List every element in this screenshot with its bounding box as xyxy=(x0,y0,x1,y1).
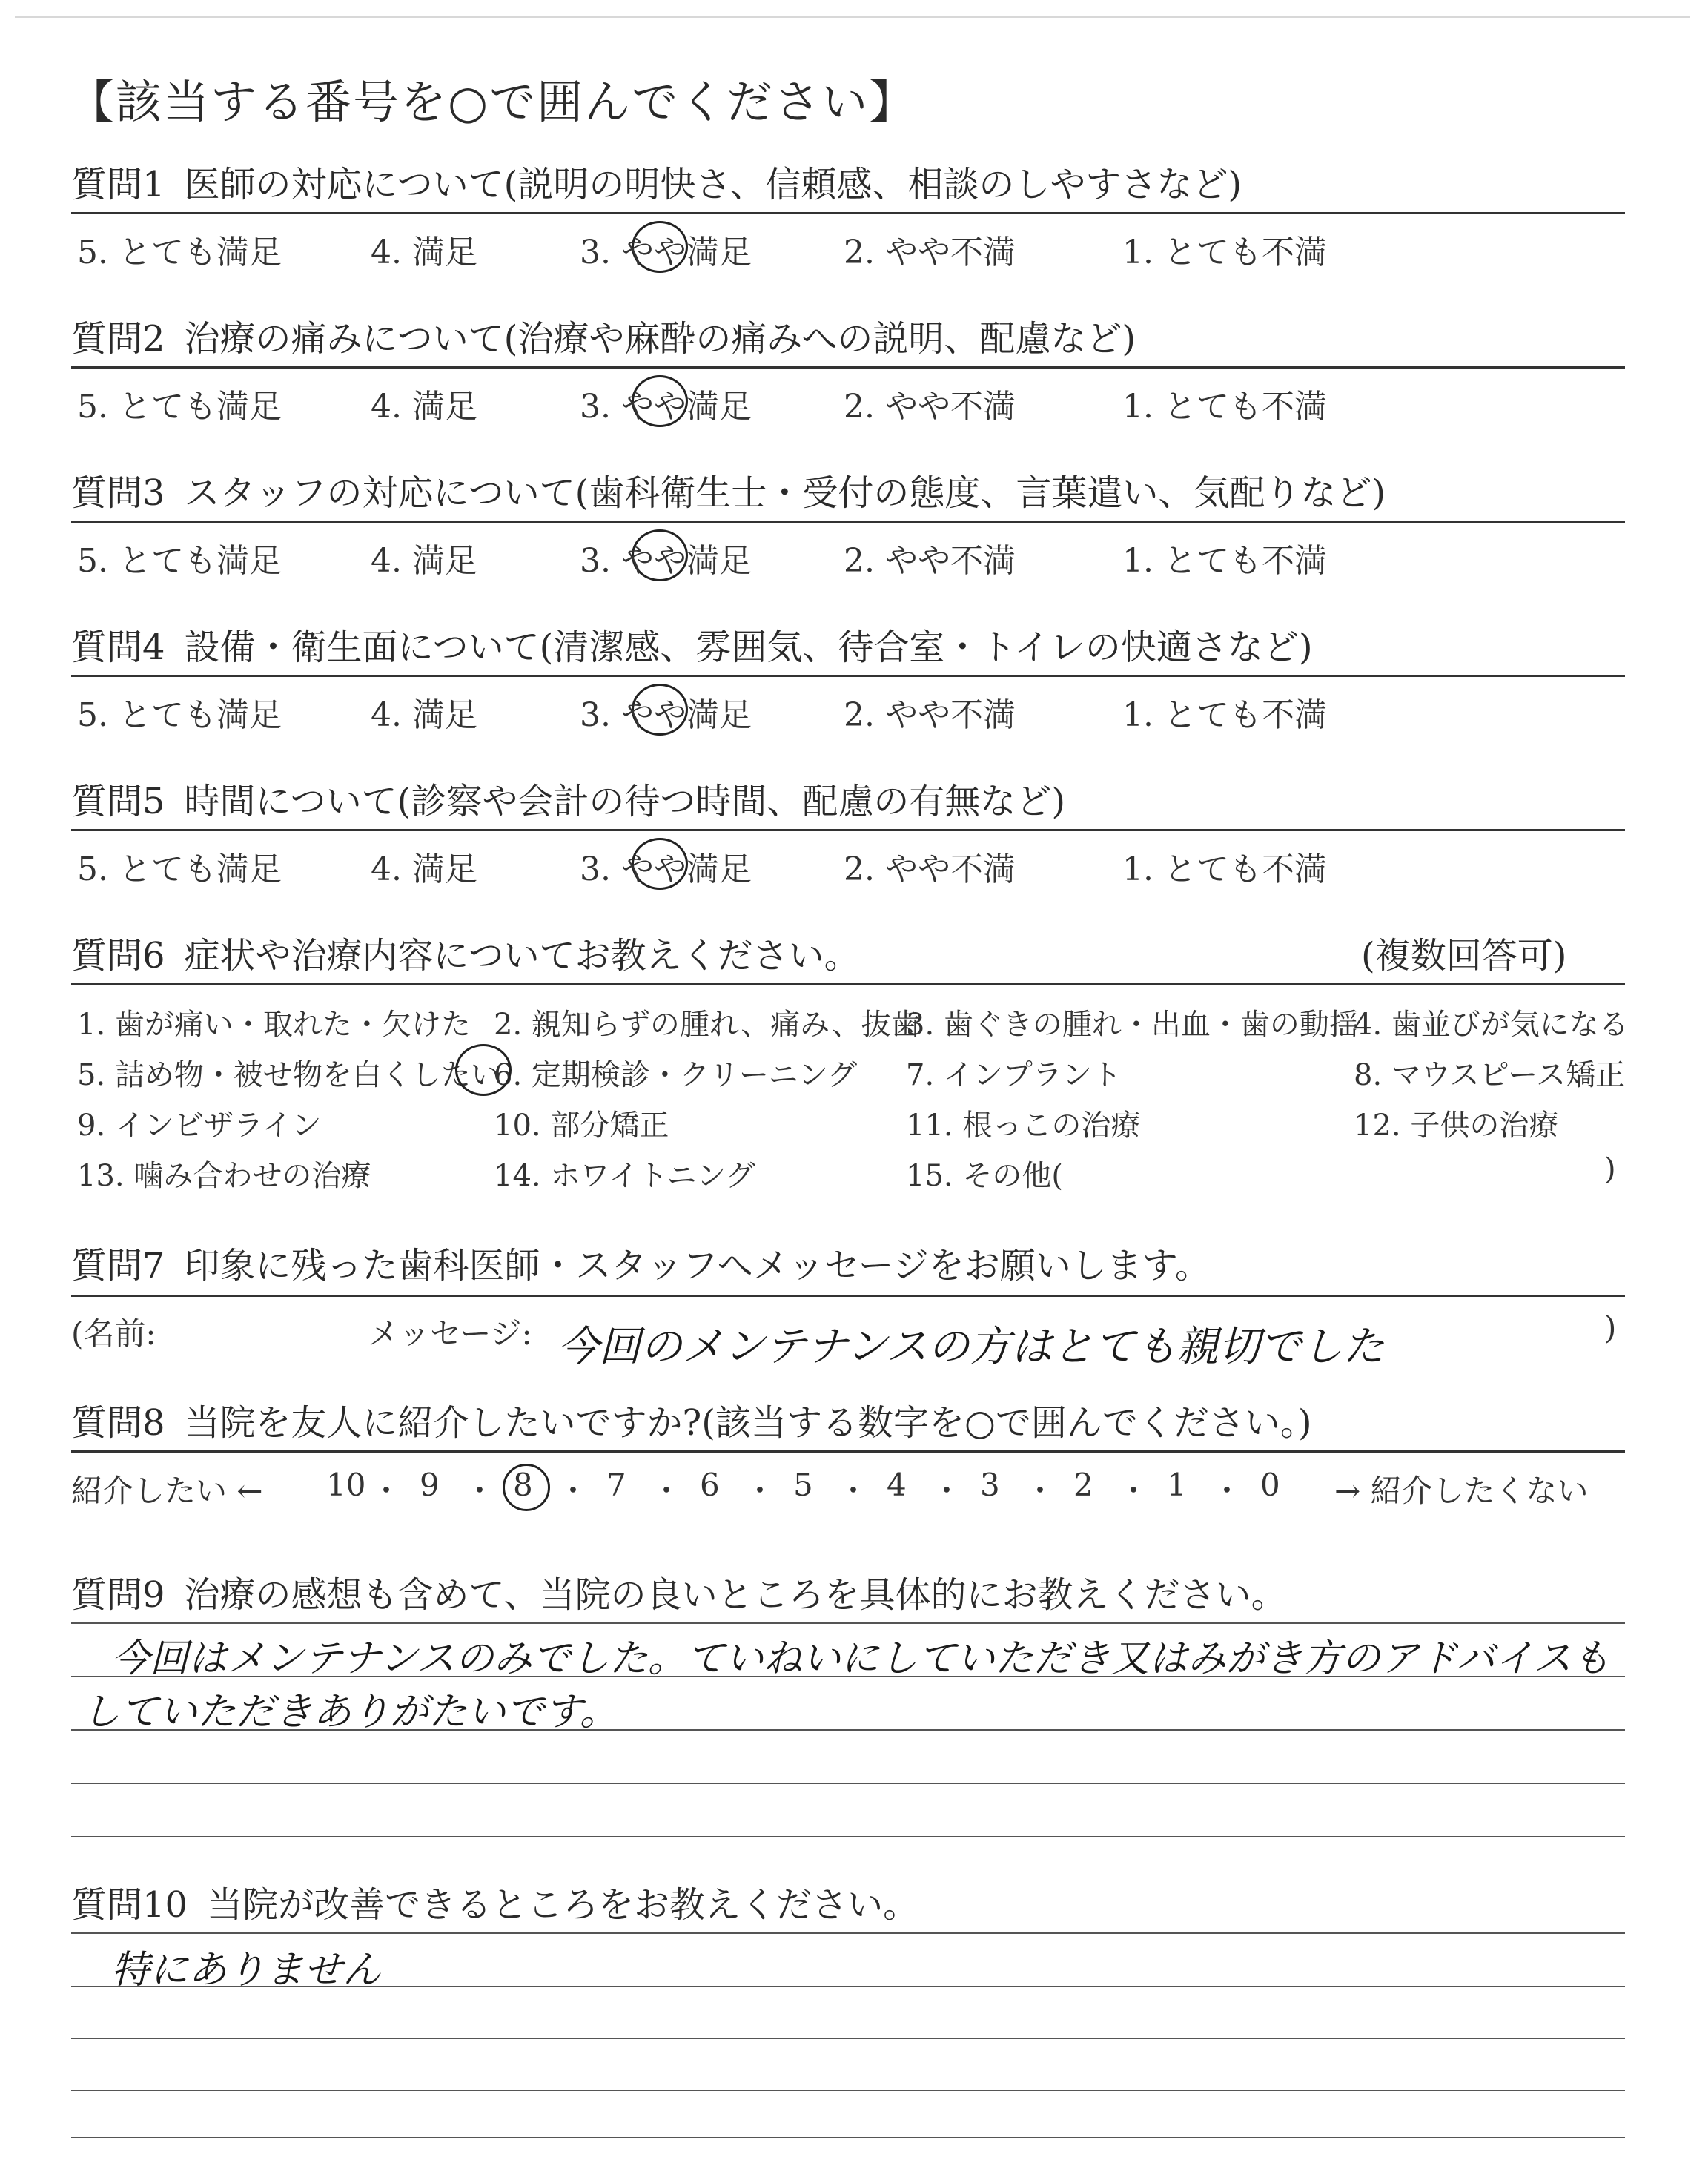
q1-option-4[interactable]: 4. 満足 xyxy=(371,234,477,271)
q3-option-3[interactable]: 3. やや満足 xyxy=(580,542,752,580)
question-7-text: 印象に残った歯科医師・スタッフへメッセージをお願いします。 xyxy=(184,1245,1211,1287)
question-2-heading xyxy=(71,310,1136,361)
scale-separator: ・ xyxy=(1118,1473,1150,1509)
q6-option-5[interactable]: 5. 詰め物・被せ物を白くしたい xyxy=(77,1058,500,1092)
scale-number-8[interactable]: 8 xyxy=(513,1467,533,1503)
q6-option-6[interactable]: 6. 定期検診・クリーニング xyxy=(494,1058,858,1092)
q9-handwritten-answer-line-2: していただきありがたいです。 xyxy=(82,1690,618,1734)
q1-option-2[interactable]: 2. やや不満 xyxy=(844,234,1016,271)
question-2-number: 質問2 xyxy=(71,318,165,360)
question-1-heading xyxy=(71,156,1242,207)
q3-option-2[interactable]: 2. やや不満 xyxy=(844,542,1016,580)
q1-option-5[interactable]: 5. とても満足 xyxy=(77,234,282,271)
q2-option-2[interactable]: 2. やや不満 xyxy=(844,388,1016,426)
scale-number-9[interactable]: 9 xyxy=(420,1467,440,1503)
question-3-number: 質問3 xyxy=(71,472,165,514)
question-4-rule xyxy=(71,675,1625,677)
question-1-rule xyxy=(71,212,1625,214)
question-1-text: 医師の対応について(説明の明快さ、信頼感、相談のしやすさなど) xyxy=(184,164,1242,205)
q6-option-3[interactable]: 3. 歯ぐきの腫れ・出血・歯の動揺 xyxy=(906,1008,1359,1042)
q2-option-3[interactable]: 3. やや満足 xyxy=(580,388,752,426)
scale-separator: ・ xyxy=(464,1473,496,1509)
q6-option-1[interactable]: 1. 歯が痛い・取れた・欠けた xyxy=(77,1008,471,1042)
question-10-heading xyxy=(71,1876,918,1927)
q2-option-1[interactable]: 1. とても不満 xyxy=(1122,388,1327,426)
scale-right-label: → 紹介したくない xyxy=(1334,1473,1589,1509)
question-5-number: 質問5 xyxy=(71,781,165,822)
question-4-text: 設備・衛生面について(清潔感、雰囲気、待合室・トイレの快適さなど) xyxy=(184,627,1313,668)
question-3-text: スタッフの対応について(歯科衛生士・受付の態度、言葉遣い、気配りなど) xyxy=(184,472,1386,514)
question-7-number: 質問7 xyxy=(71,1245,165,1287)
question-8-rule xyxy=(71,1450,1625,1453)
q5-option-3[interactable]: 3. やや満足 xyxy=(580,851,752,888)
scale-separator: ・ xyxy=(651,1473,683,1509)
q6-selection-circle xyxy=(455,1044,512,1096)
scale-separator: ・ xyxy=(744,1473,776,1509)
q2-option-4[interactable]: 4. 満足 xyxy=(371,388,477,426)
q5-option-4[interactable]: 4. 満足 xyxy=(371,851,477,888)
scale-separator: ・ xyxy=(1025,1473,1056,1509)
question-6-rule xyxy=(71,983,1625,985)
scale-number-6[interactable]: 6 xyxy=(700,1467,720,1503)
question-4-number: 質問4 xyxy=(71,627,165,668)
question-8-number: 質問8 xyxy=(71,1402,165,1444)
q6-option-2[interactable]: 2. 親知らずの腫れ、痛み、抜歯 xyxy=(494,1008,921,1042)
question-7-rule xyxy=(71,1295,1625,1297)
q3-option-1[interactable]: 1. とても不満 xyxy=(1122,542,1327,580)
question-2-rule xyxy=(71,366,1625,369)
question-5-text: 時間について(診察や会計の待つ時間、配慮の有無など) xyxy=(184,781,1066,822)
q6-option-14[interactable]: 14. ホワイトニング xyxy=(494,1159,755,1193)
question-3-rule xyxy=(71,521,1625,523)
question-5-heading xyxy=(71,773,1065,824)
question-8-heading xyxy=(71,1394,1312,1445)
question-6-heading xyxy=(71,927,860,978)
q9-handwritten-answer-line-1: 今回はメンテナンスのみでした。ていねいにしていただき又はみがき方のアドバイスも xyxy=(111,1636,1611,1681)
q6-option-9[interactable]: 9. インビザライン xyxy=(77,1109,322,1143)
question-6-text: 症状や治療内容についてお教えください。 xyxy=(184,935,860,977)
q9-answer-line-5 xyxy=(71,1836,1625,1837)
q6-option-15-close: ) xyxy=(1604,1152,1616,1186)
q4-option-3[interactable]: 3. やや満足 xyxy=(580,696,752,734)
scale-separator: ・ xyxy=(371,1473,403,1509)
q10-answer-line-3 xyxy=(71,2038,1625,2039)
scale-separator: ・ xyxy=(931,1473,963,1509)
q9-answer-line-1 xyxy=(71,1622,1625,1624)
question-9-number: 質問9 xyxy=(71,1574,165,1616)
top-border xyxy=(15,16,1690,18)
question-9-text: 治療の感想も含めて、当院の良いところを具体的にお教えください。 xyxy=(184,1574,1287,1616)
q10-handwritten-answer: 特にありません xyxy=(111,1948,382,1992)
q6-option-15[interactable]: 15. その他( xyxy=(906,1159,1063,1193)
q6-option-10[interactable]: 10. 部分矯正 xyxy=(494,1109,669,1143)
scale-number-7[interactable]: 7 xyxy=(606,1467,626,1503)
q5-option-1[interactable]: 1. とても不満 xyxy=(1122,851,1327,888)
question-4-heading xyxy=(71,618,1313,670)
scale-separator: ・ xyxy=(838,1473,870,1509)
scale-number-4[interactable]: 4 xyxy=(887,1467,907,1503)
question-9-heading xyxy=(71,1566,1287,1617)
q6-option-7[interactable]: 7. インプラント xyxy=(906,1058,1122,1092)
q10-answer-line-1 xyxy=(71,1932,1625,1934)
question-5-rule xyxy=(71,829,1625,831)
q4-option-1[interactable]: 1. とても不満 xyxy=(1122,696,1327,734)
scale-number-0[interactable]: 0 xyxy=(1260,1467,1280,1503)
question-8-text: 当院を友人に紹介したいですか?(該当する数字を○で囲んでください。) xyxy=(184,1402,1312,1444)
scale-number-10[interactable]: 10 xyxy=(326,1467,366,1503)
scale-number-5[interactable]: 5 xyxy=(793,1467,813,1503)
q1-option-3[interactable]: 3. やや満足 xyxy=(580,234,752,271)
q10-answer-line-4 xyxy=(71,2090,1625,2091)
q4-option-5[interactable]: 5. とても満足 xyxy=(77,696,282,734)
message-close-paren: ) xyxy=(1604,1309,1617,1346)
q10-answer-line-5 xyxy=(71,2137,1625,2138)
q3-option-5[interactable]: 5. とても満足 xyxy=(77,542,282,580)
q9-answer-line-4 xyxy=(71,1783,1625,1784)
q5-option-2[interactable]: 2. やや不満 xyxy=(844,851,1016,888)
q6-option-11[interactable]: 11. 根っこの治療 xyxy=(906,1109,1141,1143)
question-10-number: 質問10 xyxy=(71,1884,188,1926)
q6-option-4[interactable]: 4. 歯並びが気になる xyxy=(1354,1008,1629,1042)
name-label: (名前: xyxy=(71,1315,156,1352)
scale-separator: ・ xyxy=(557,1473,589,1509)
message-label: メッセージ: xyxy=(368,1315,532,1352)
question-6-number: 質問6 xyxy=(71,935,165,977)
q8-selection-circle xyxy=(503,1464,550,1511)
q5-option-5[interactable]: 5. とても満足 xyxy=(77,851,282,888)
q4-option-2[interactable]: 2. やや不満 xyxy=(844,696,1016,734)
q6-option-12[interactable]: 12. 子供の治療 xyxy=(1354,1109,1559,1143)
question-7-heading xyxy=(71,1237,1211,1288)
question-2-text: 治療の痛みについて(治療や麻酔の痛みへの説明、配慮など) xyxy=(184,318,1136,360)
scale-number-2[interactable]: 2 xyxy=(1073,1467,1093,1503)
q1-option-1[interactable]: 1. とても不満 xyxy=(1122,234,1327,271)
q3-option-4[interactable]: 4. 満足 xyxy=(371,542,477,580)
question-10-text: 当院が改善できるところをお教えください。 xyxy=(207,1884,919,1926)
scale-number-1[interactable]: 1 xyxy=(1167,1467,1187,1503)
scale-left-label: 紹介したい ← xyxy=(71,1473,263,1509)
scale-separator: ・ xyxy=(1211,1473,1243,1509)
q6-option-13[interactable]: 13. 噛み合わせの治療 xyxy=(77,1159,371,1193)
q6-option-8[interactable]: 8. マウスピース矯正 xyxy=(1354,1058,1626,1092)
scale-number-3[interactable]: 3 xyxy=(980,1467,1000,1503)
q4-option-4[interactable]: 4. 満足 xyxy=(371,696,477,734)
question-6-note: (複数回答可) xyxy=(1361,935,1567,977)
question-3-heading xyxy=(71,464,1386,515)
q7-handwritten-answer: 今回のメンテナンスの方はとても親切でした xyxy=(557,1323,1385,1371)
page-title: 【該当する番号を○で囲んでください】 xyxy=(68,75,917,129)
q2-option-5[interactable]: 5. とても満足 xyxy=(77,388,282,426)
question-1-number: 質問1 xyxy=(71,164,165,205)
